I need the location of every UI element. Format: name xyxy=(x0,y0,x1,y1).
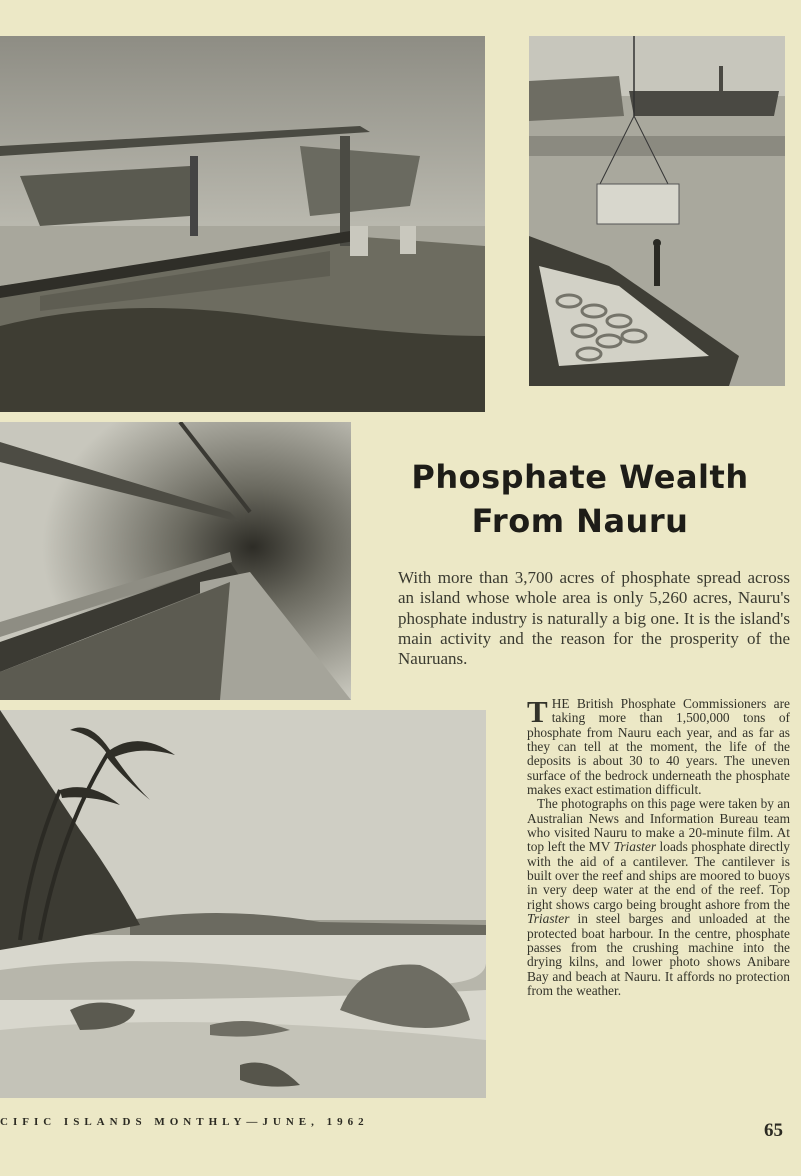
photo-anibare-bay-beach xyxy=(0,710,486,1098)
body-paragraph-1 xyxy=(527,694,790,798)
body-paragraph-2 xyxy=(527,797,790,998)
body-paragraph-1-text: HE British Phosphate Commissioners are taking more than 1,500,000 tons of phosphate from Nauru each year, and as far as they can tell at the moment, the life of the deposits is about 30 to 40 years. The uneven surface of the bedrock underneath the phosphate makes exact estimation difficult. xyxy=(527,696,790,798)
headline-line-2: From Nauru xyxy=(471,502,689,540)
body-paragraph-2-part-a: The photographs on this page were taken by an Australian News and Information Bureau team who visited Nauru to make a 20-minute film. At top left the MV xyxy=(527,796,790,855)
article-intro: With more than 3,700 acres of phosphate spread across an island whose whole area is only 5,260 acres, Nauru's phosphate industry is naturally a big one. It is the island's main activity and the reason for the prosperity of the Nauruans. xyxy=(398,568,790,669)
drop-cap: T xyxy=(527,694,548,729)
photo-cantilever-loading xyxy=(0,36,485,412)
page-number: 65 xyxy=(764,1120,783,1141)
ship-name-2: Triaster xyxy=(527,911,570,927)
photo-barge-unloading xyxy=(529,36,785,386)
article-body xyxy=(527,694,790,998)
article-headline xyxy=(380,455,780,543)
ship-name: Triaster xyxy=(613,839,657,855)
running-footer: CIFIC ISLANDS MONTHLY—JUNE, 1962 xyxy=(0,1116,369,1128)
body-paragraph-2-part-c: in steel barges and unloaded at the protected boat harbour. In the centre, phosphate passes from the crushing machine into the drying kilns, and lower photo shows Anibare Bay and beach at Nauru. It affords no protection from the weather. xyxy=(527,911,790,998)
headline-line-1: Phosphate Wealth xyxy=(411,458,749,496)
body-paragraph-2-part-b: loads phosphate directly with the aid of a cantilever. The cantilever is built over the reef and ships are moored to buoys in very deep water at the end of the reef. Top right shows cargo being brought ashore from the xyxy=(527,839,790,912)
photo-tunnel-conveyor xyxy=(0,422,351,700)
